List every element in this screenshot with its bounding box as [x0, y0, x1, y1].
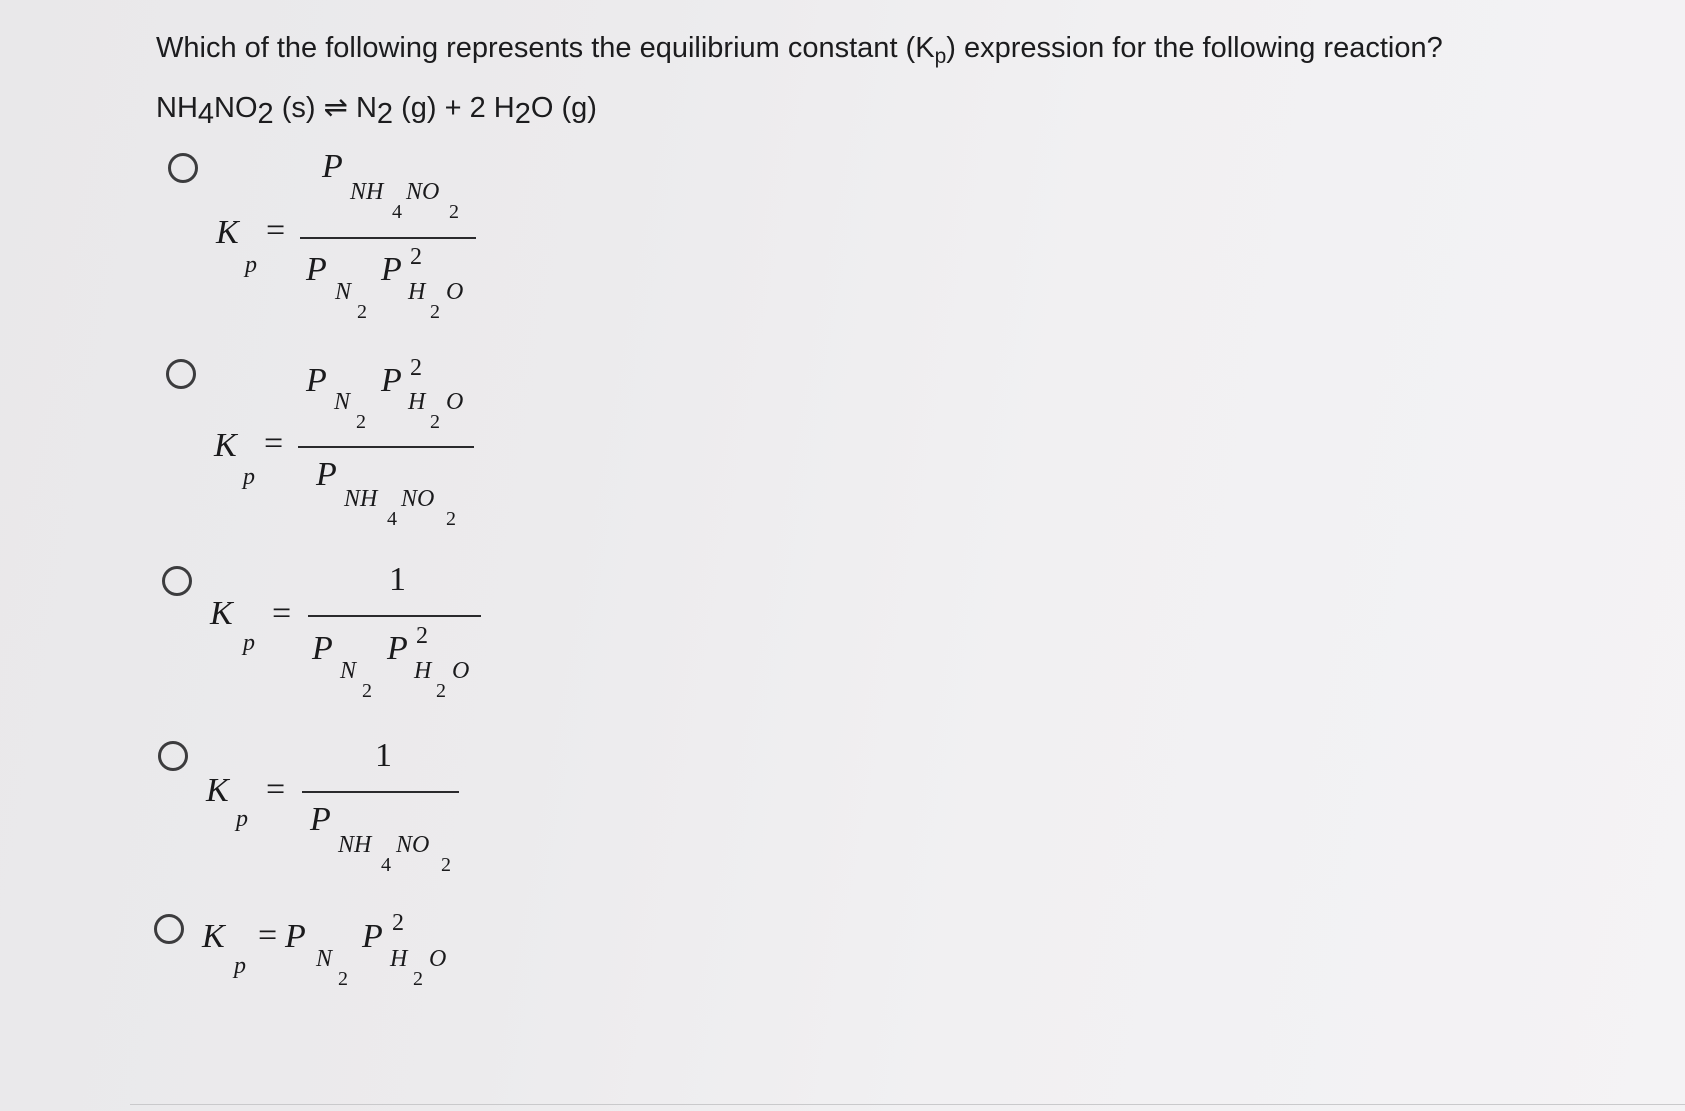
reaction-part: (s) [273, 92, 324, 124]
subscript-text: O [452, 658, 470, 684]
subscript-text: H [408, 279, 426, 305]
subscript-digit: 2 [357, 301, 367, 323]
exponent-digit: 2 [392, 910, 404, 936]
exponent-digit: 2 [416, 623, 428, 649]
subscript-digit: 4 [381, 854, 391, 876]
reaction-part: O (g) [530, 92, 597, 124]
fraction-bar [308, 615, 481, 617]
pressure-symbol: P [387, 630, 408, 667]
pressure-symbol: P [312, 630, 333, 667]
kp-subscript: p [934, 45, 947, 68]
p-subscript: p [234, 953, 246, 979]
bottom-divider [130, 1104, 1685, 1105]
reaction-part: NO [214, 92, 258, 124]
subscript-digit: 2 [430, 301, 440, 323]
subscript-text: H [390, 946, 408, 972]
exponent-digit: 2 [410, 244, 422, 270]
exponent-digit: 2 [410, 355, 422, 381]
subscript-digit: 4 [392, 201, 402, 223]
p-subscript: p [243, 464, 255, 490]
reaction-subscript: 4 [197, 98, 215, 130]
p-subscript: p [236, 806, 248, 832]
subscript-text: O [429, 946, 447, 972]
fraction-bar [300, 237, 476, 239]
pressure-symbol: P [316, 456, 337, 493]
pressure-symbol: P [306, 251, 327, 288]
equals-sign: = [266, 771, 286, 808]
subscript-text: NO [396, 832, 430, 858]
reaction-equation [156, 88, 597, 128]
subscript-digit: 2 [338, 968, 348, 990]
pressure-symbol: P [322, 148, 343, 185]
question-text-part: Which of the following represents the equilibrium constant (K [156, 32, 935, 64]
subscript-text: N [334, 389, 351, 415]
option-4-radio[interactable] [158, 741, 188, 771]
k-symbol: K [216, 214, 239, 251]
subscript-text: N [316, 946, 333, 972]
reaction-part: N [347, 92, 377, 124]
equals-sign: = [264, 425, 284, 462]
question-text [156, 28, 1443, 68]
equilibrium-arrow-icon: ⇌ [323, 92, 348, 124]
numerator-one: 1 [375, 737, 392, 774]
option-2-radio[interactable] [166, 359, 196, 389]
subscript-digit: 2 [441, 854, 451, 876]
subscript-text: O [446, 279, 464, 305]
subscript-text: NH [344, 486, 378, 512]
subscript-text: NH [338, 832, 372, 858]
subscript-text: N [340, 658, 357, 684]
k-symbol: K [210, 595, 233, 632]
subscript-digit: 4 [387, 508, 397, 530]
equals-sign: = [258, 917, 278, 954]
p-subscript: p [243, 630, 255, 656]
subscript-digit: 2 [356, 411, 366, 433]
subscript-digit: 2 [449, 201, 459, 223]
p-subscript: p [245, 252, 257, 278]
pressure-symbol: P [362, 918, 383, 955]
subscript-text: N [335, 279, 352, 305]
question-text-part: ) expression for the following reaction? [946, 32, 1443, 64]
subscript-digit: 2 [436, 680, 446, 702]
reaction-subscript: 2 [257, 98, 274, 130]
equals-sign: = [266, 212, 286, 249]
pressure-symbol: P [285, 918, 306, 955]
k-symbol: K [206, 772, 229, 809]
pressure-symbol: P [381, 251, 402, 288]
pressure-symbol: P [310, 801, 331, 838]
k-symbol: K [202, 918, 225, 955]
k-symbol: K [214, 427, 237, 464]
subscript-digit: 2 [362, 680, 372, 702]
reaction-subscript: 2 [376, 98, 394, 130]
reaction-subscript: 2 [514, 98, 531, 130]
fraction-bar [298, 446, 474, 448]
equals-sign: = [272, 595, 292, 632]
fraction-bar [302, 791, 459, 793]
option-5-radio[interactable] [154, 914, 184, 944]
numerator-one: 1 [389, 561, 406, 598]
subscript-text: O [446, 389, 464, 415]
option-3-radio[interactable] [162, 566, 192, 596]
subscript-digit: 2 [430, 411, 440, 433]
subscript-digit: 2 [413, 968, 423, 990]
reaction-part: NH [156, 92, 198, 124]
pressure-symbol: P [306, 362, 327, 399]
pressure-symbol: P [381, 362, 402, 399]
option-1-radio[interactable] [168, 153, 198, 183]
subscript-text: NH [350, 179, 384, 205]
subscript-text: NO [406, 179, 440, 205]
subscript-text: H [414, 658, 432, 684]
subscript-text: H [408, 389, 426, 415]
subscript-text: NO [401, 486, 435, 512]
reaction-part: (g) + 2 H [393, 92, 515, 124]
subscript-digit: 2 [446, 508, 456, 530]
